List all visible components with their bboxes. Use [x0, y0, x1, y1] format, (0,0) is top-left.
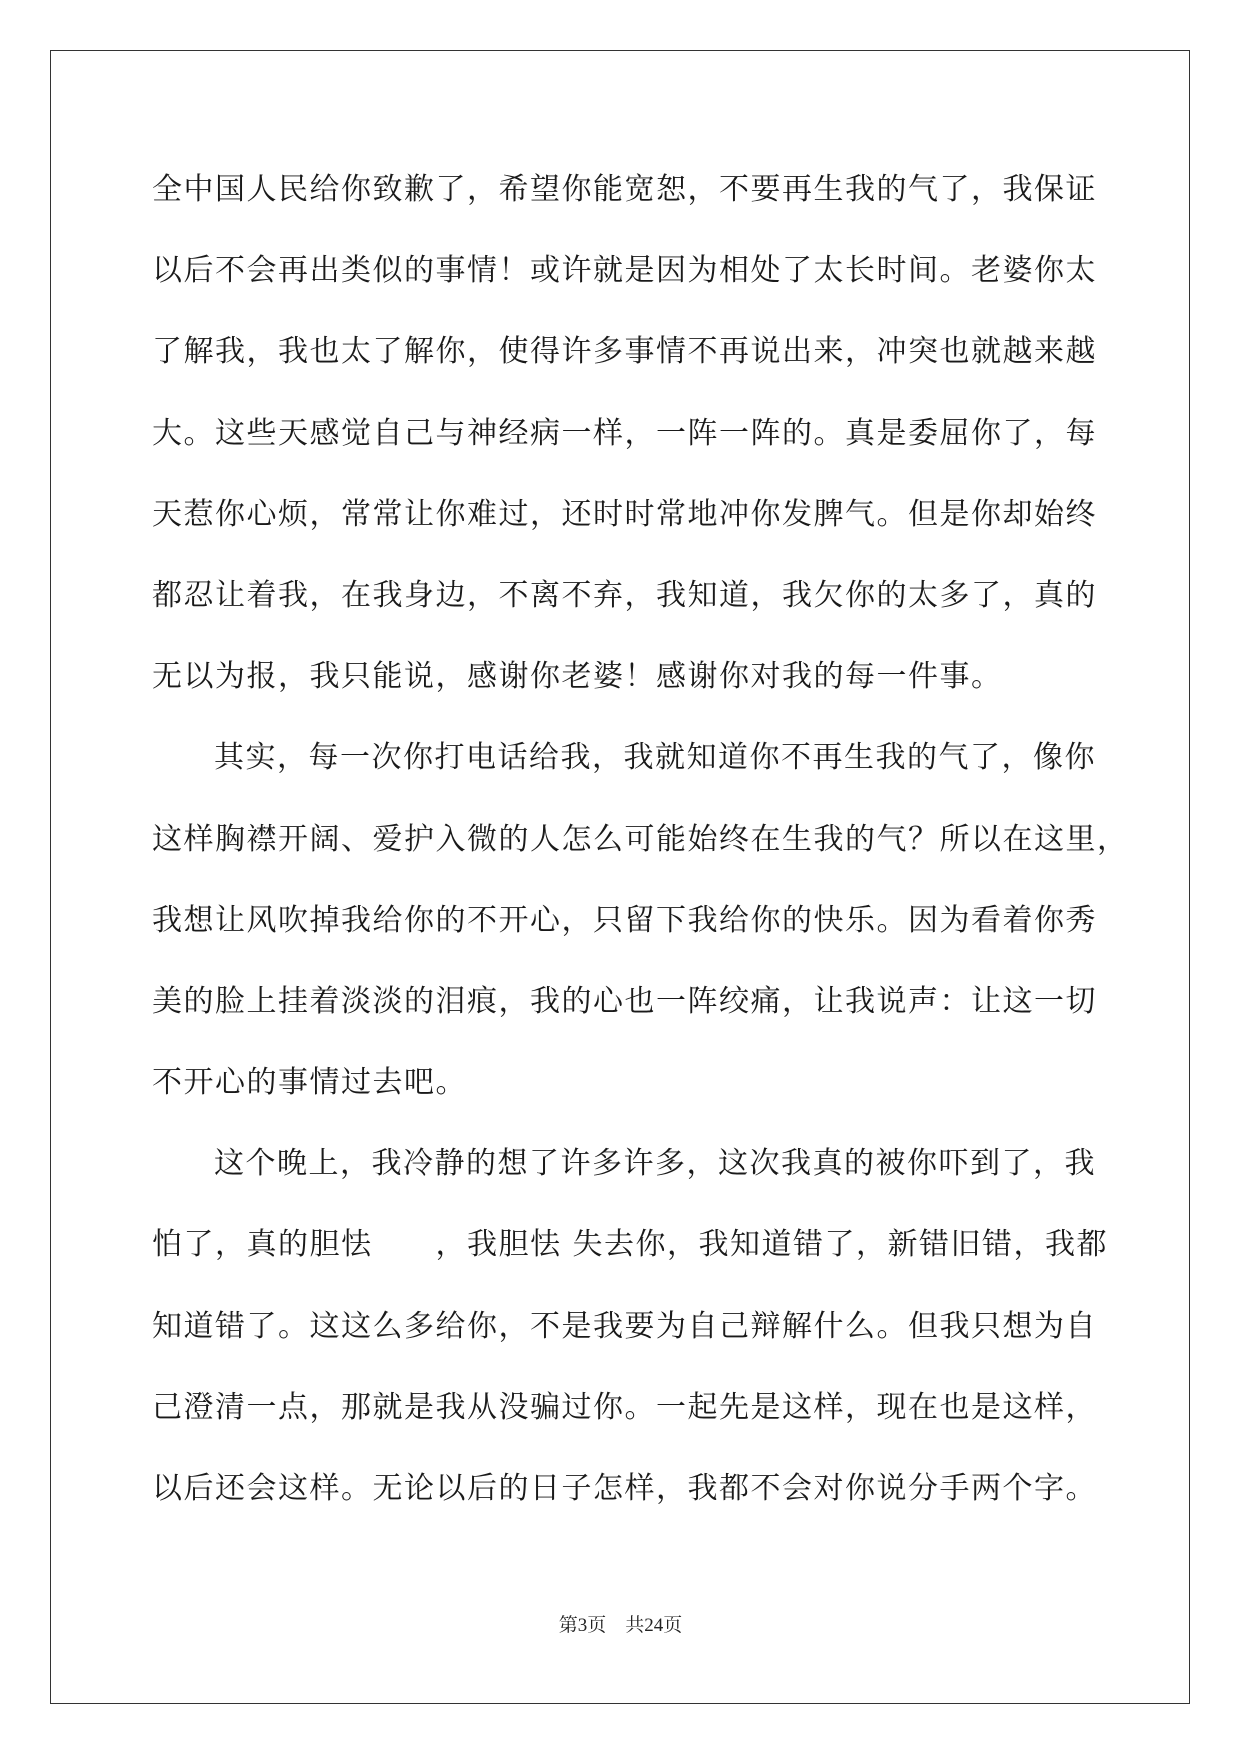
- text-line: 美的脸上挂着淡淡的泪痕，我的心也一阵绞痛，让我说声：让这一切: [152, 983, 1097, 1019]
- text-line: 无以为报，我只能说，感谢你老婆！感谢你对我的每一件事。: [152, 659, 1003, 695]
- text-line: 全中国人民给你致歉了，希望你能宽恕，不要再生我的气了，我保证: [152, 172, 1097, 207]
- text-line: 己澄清一点，那就是我从没骗过你。一起先是这样，现在也是这样，: [152, 1389, 1097, 1425]
- text-line: 以后不会再出类似的事情！或许就是因为相处了太长时间。老婆你太: [152, 253, 1097, 289]
- text-line: 知道错了。这这么多给你，不是我要为自己辩解什么。但我只想为自: [152, 1308, 1097, 1344]
- text-line: 这样胸襟开阔、爱护入微的人怎么可能始终在生我的气？所以在这里，: [152, 821, 1129, 857]
- paragraph-first-line: 这个晚上，我冷静的想了许多许多，这次我真的被你吓到了，我: [214, 1146, 1096, 1182]
- text-line: 都忍让着我，在我身边，不离不弃，我知道，我欠你的太多了，真的: [152, 577, 1097, 613]
- text-line: 以后还会这样。无论以后的日子怎样，我都不会对你说分手两个字。: [152, 1471, 1097, 1506]
- text-line: 我想让风吹掉我给你的不开心，只留下我给你的快乐。因为看着你秀: [152, 902, 1097, 938]
- page-number: 第3页 共24页: [558, 1615, 683, 1636]
- paragraph-first-line: 其实，每一次你打电话给我，我就知道你不再生我的气了，像你: [214, 740, 1096, 776]
- document-body: [152, 162, 1129, 1542]
- text-line: 了解我，我也太了解你，使得许多事情不再说出来，冲突也就越来越: [152, 334, 1097, 370]
- text-line: 大。这些天感觉自己与神经病一样，一阵一阵的。真是委屈你了，每: [152, 415, 1097, 451]
- text-line: 天惹你心烦，常常让你难过，还时时常地冲你发脾气。但是你却始终: [152, 496, 1097, 532]
- text-line: 怕了，真的胆怯 ，我胆怯 失去你，我知道错了，新错旧错，我都: [152, 1227, 1109, 1263]
- text-line: 不开心的事情过去吧。: [152, 1065, 467, 1101]
